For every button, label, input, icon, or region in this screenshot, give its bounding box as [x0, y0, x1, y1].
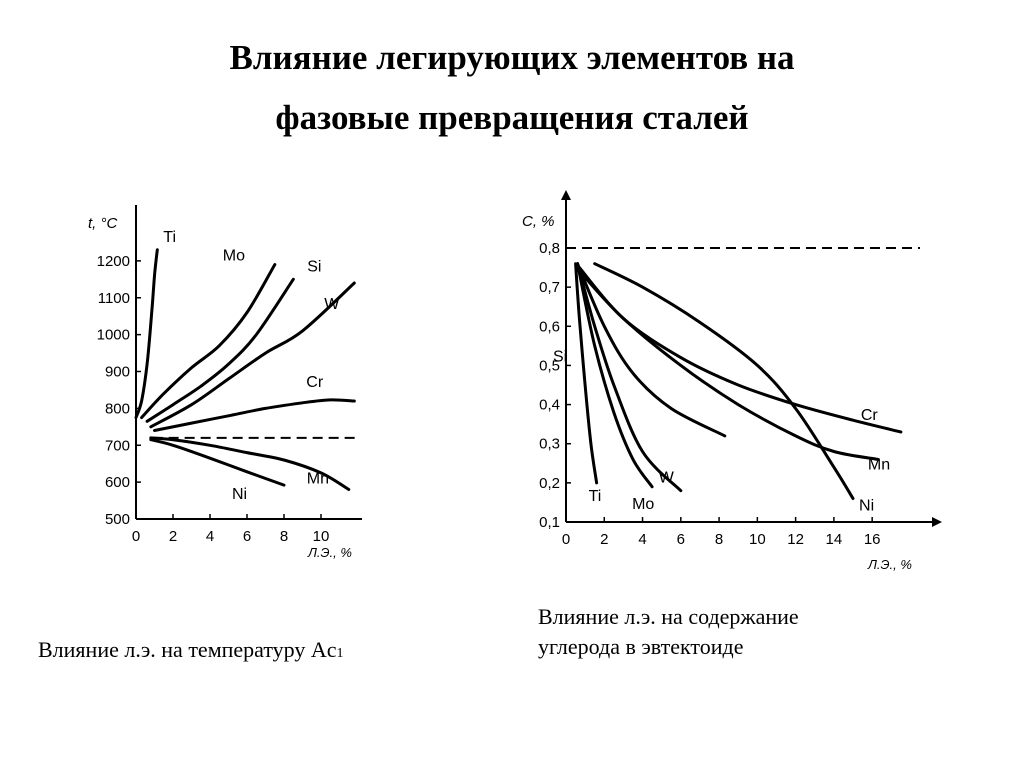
y-tick-label: 0,2	[539, 474, 560, 492]
series-label-ni: Ni	[232, 486, 248, 504]
x-axis-label: Л.Э., %	[868, 557, 912, 572]
y-tick-label: 1200	[96, 252, 130, 270]
caption-right-line-2: углерода в эвтектоиде	[538, 634, 744, 659]
y-tick-label: 600	[104, 474, 130, 492]
x-tick-label: 2	[168, 528, 178, 545]
series-label-cr: Cr	[860, 406, 878, 424]
y-tick-label: 0,8	[539, 240, 560, 257]
series-label-ti: Ti	[163, 228, 177, 246]
x-tick-label: 6	[676, 531, 685, 548]
series-label-mn: Mn	[867, 456, 891, 474]
series-label-mn: Mn	[306, 470, 329, 488]
series-line-si	[578, 264, 725, 436]
x-tick-label: 10	[749, 531, 766, 548]
caption-left	[38, 635, 344, 669]
x-axis-arrow	[932, 517, 942, 527]
y-axis-label: t, °C	[88, 215, 118, 232]
series-line-cr	[155, 400, 355, 431]
series-label-w: W	[658, 469, 674, 487]
chart-1	[88, 205, 362, 560]
series-line-mo	[578, 264, 653, 487]
x-axis-label: Л.Э., %	[308, 545, 352, 560]
series-label-w: W	[324, 296, 340, 313]
title-line-1: Влияние легирующих элементов на	[229, 38, 795, 77]
y-tick-label: 0,7	[539, 279, 560, 297]
series-label-ti: Ti	[588, 487, 602, 505]
x-tick-label: 8	[279, 528, 289, 545]
title-line-2: фазовые превращения сталей	[275, 98, 749, 137]
x-tick-label: 12	[787, 531, 804, 548]
y-tick-label: 800	[104, 400, 130, 418]
y-tick-label: 0,4	[539, 396, 560, 414]
y-axis-label: C, %	[522, 213, 555, 230]
x-tick-label: 6	[242, 528, 252, 545]
x-tick-label: 4	[638, 531, 647, 548]
x-tick-label: 14	[825, 531, 843, 548]
caption-left-subscript: 1	[336, 646, 344, 661]
y-axis-arrow	[561, 190, 571, 200]
y-tick-label: 900	[104, 363, 130, 381]
y-tick-label: 1100	[97, 289, 130, 307]
y-tick-label: 0,5	[539, 357, 560, 375]
chart-2	[522, 190, 942, 572]
y-tick-label: 0,3	[539, 435, 560, 453]
caption-right	[538, 602, 799, 662]
series-label-mo: Mo	[222, 247, 245, 265]
series-label-ni: Ni	[859, 497, 875, 515]
y-tick-label: 700	[104, 437, 130, 455]
caption-right-line-1: Влияние л.э. на содержание	[538, 604, 799, 629]
series-label-si: Si	[552, 348, 568, 366]
x-tick-label: 4	[205, 528, 215, 545]
series-label-si: Si	[307, 258, 322, 276]
x-tick-label: 0	[131, 528, 141, 545]
y-tick-label: 0,1	[539, 514, 560, 531]
caption-left-text: Влияние л.э. на температуру Ac	[38, 637, 337, 662]
x-tick-label: 8	[714, 531, 724, 548]
y-tick-label: 500	[104, 511, 130, 528]
x-tick-label: 2	[600, 531, 609, 548]
series-label-mo: Mo	[632, 495, 655, 513]
series-line-ti	[136, 250, 157, 418]
y-tick-label: 1000	[96, 326, 130, 344]
x-tick-label: 10	[312, 528, 330, 545]
x-tick-label: 16	[863, 531, 881, 548]
series-label-cr: Cr	[306, 374, 324, 391]
y-tick-label: 0,6	[539, 318, 560, 336]
x-tick-label: 0	[561, 531, 571, 548]
